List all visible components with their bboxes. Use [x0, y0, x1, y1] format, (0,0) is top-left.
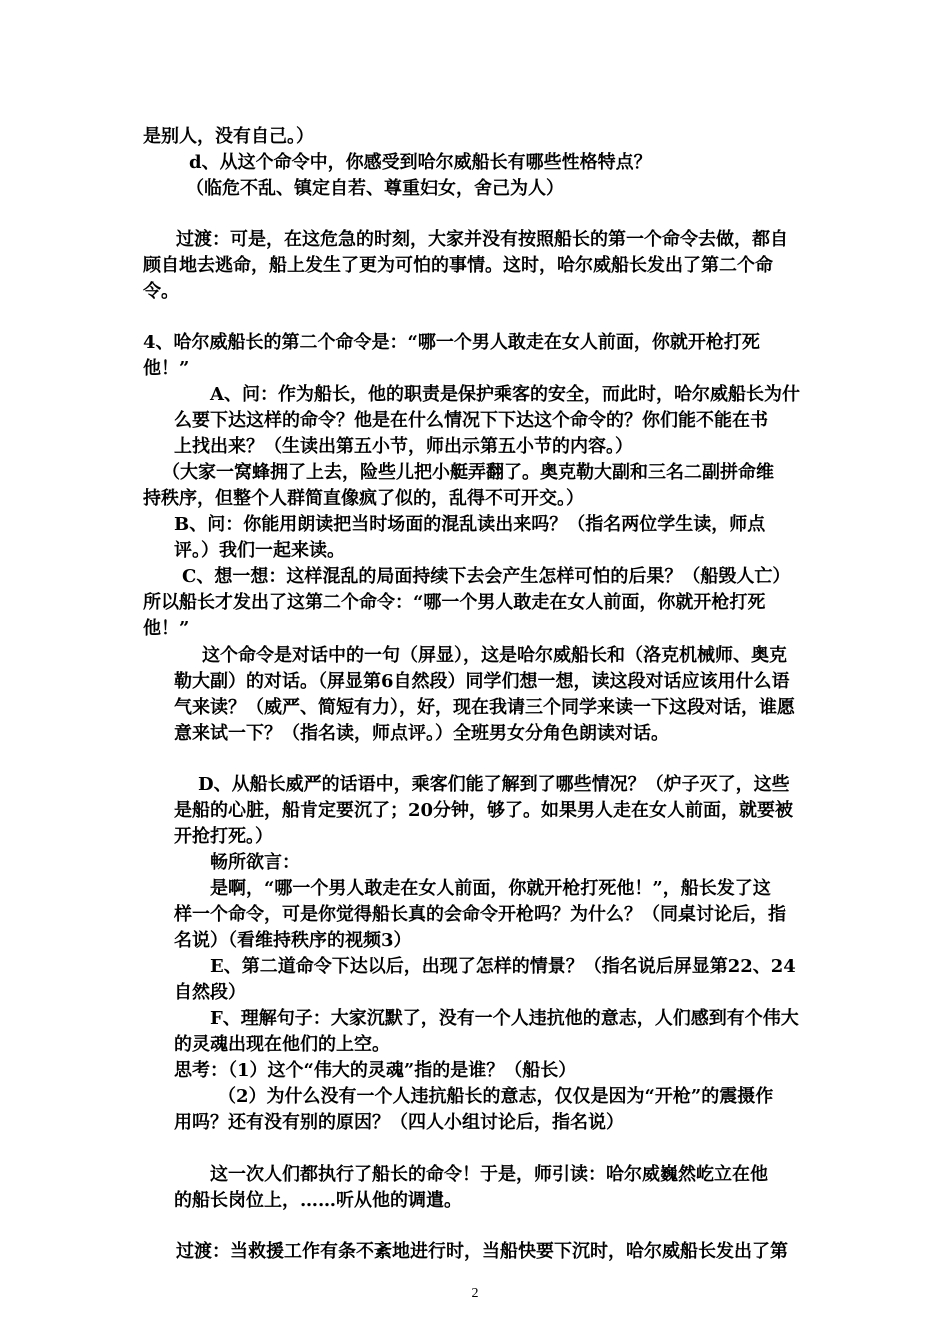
- text-line: D、从船长威严的话语中，乘客们能了解到了哪些情况？（炉子灭了，这些: [198, 774, 790, 795]
- text-line: 所以船长才发出了这第二个命令：“哪一个男人敢走在女人前面，你就开枪打死: [143, 592, 766, 613]
- text-line: 这个命令是对话中的一句（屏显），这是哈尔威船长和（洛克机械师、奥克: [202, 645, 787, 666]
- text-line: 的灵魂出现在他们的上空。: [174, 1034, 390, 1055]
- text-line: 开抢打死。）: [174, 826, 273, 847]
- page-number: 2: [471, 1286, 479, 1301]
- text-line: （2）为什么没有一个人违抗船长的意志，仅仅是因为“开枪”的震摄作: [218, 1086, 774, 1107]
- text-line: F、理解句子：大家沉默了，没有一个人违抗他的意志，人们感到有个伟大: [210, 1008, 799, 1029]
- text-line: 持秩序，但整个人群简直像疯了似的，乱得不可开交。）: [143, 488, 584, 509]
- text-line: 评。）我们一起来读。: [174, 540, 345, 561]
- text-line: 气来读？（威严、简短有力），好，现在我请三个同学来读一下这段对话，谁愿: [174, 697, 795, 718]
- text-line: 过渡：可是，在这危急的时刻，大家并没有按照船长的第一个命令去做，都自: [176, 229, 788, 250]
- text-line: 4、哈尔威船长的第二个命令是：“哪一个男人敢走在女人前面，你就开枪打死: [143, 332, 760, 353]
- text-line: 么要下达这样的命令？他是在什么情况下下达这个命令的？你们能不能在书: [174, 410, 768, 431]
- text-line: 意来试一下？（指名读，师点评。）全班男女分角色朗读对话。: [174, 723, 669, 744]
- text-line: 顾自地去逃命，船上发生了更为可怕的事情。这时，哈尔威船长发出了第二个命: [143, 255, 773, 276]
- text-line: 畅所欲言：: [210, 852, 300, 873]
- text-line: 勒大副）的对话。（屏显第6自然段）同学们想一想，读这段对话应该用什么语: [174, 671, 790, 692]
- text-line: 是别人，没有自己。）: [143, 126, 314, 147]
- text-line: C、想一想：这样混乱的局面持续下去会产生怎样可怕的后果？（船毁人亡）: [182, 566, 791, 587]
- text-line: A、问：作为船长，他的职责是保护乘客的安全，而此时，哈尔威船长为什: [210, 384, 800, 405]
- text-line: 用吗？还有没有别的原因？（四人小组讨论后，指名说）: [174, 1112, 624, 1133]
- text-line: B、问：你能用朗读把当时场面的混乱读出来吗？（指名两位学生读，师点: [174, 514, 766, 535]
- text-line: 他！”: [143, 618, 190, 639]
- text-line: 他！”: [143, 358, 190, 379]
- text-line: （大家一窝蜂拥了上去，险些儿把小艇弄翻了。奥克勒大副和三名二副拼命维: [162, 462, 774, 483]
- text-line: 自然段）: [174, 982, 246, 1003]
- text-line: 名说）（看维持秩序的视频3）: [174, 930, 412, 951]
- text-line: 过渡：当救援工作有条不紊地进行时，当船快要下沉时，哈尔威船长发出了第: [176, 1241, 788, 1262]
- text-line: E、第二道命令下达以后，出现了怎样的情景？（指名说后屏显第22、24: [210, 956, 796, 977]
- text-line: 思考：（1）这个“伟大的灵魂”指的是谁？（船长）: [174, 1060, 577, 1081]
- text-line: 样一个命令，可是你觉得船长真的会命令开枪吗？为什么？（同桌讨论后，指: [174, 904, 786, 925]
- text-line: 是啊，“哪一个男人敢走在女人前面，你就开枪打死他！”，船长发了这: [210, 878, 771, 899]
- text-line: 令。: [143, 281, 179, 302]
- text-line: 上找出来？（生读出第五小节，师出示第五小节的内容。）: [174, 436, 633, 457]
- text-line: 这一次人们都执行了船长的命令！于是，师引读：哈尔威巍然屹立在他: [210, 1164, 768, 1185]
- text-line: d、从这个命令中，你感受到哈尔威船长有哪些性格特点？: [189, 152, 652, 173]
- text-line: 的船长岗位上，……听从他的调遣。: [174, 1190, 462, 1211]
- text-line: （临危不乱、镇定自若、尊重妇女，舍己为人）: [186, 178, 564, 199]
- text-line: 是船的心脏，船肯定要沉了；20分钟，够了。如果男人走在女人前面，就要被: [174, 800, 794, 821]
